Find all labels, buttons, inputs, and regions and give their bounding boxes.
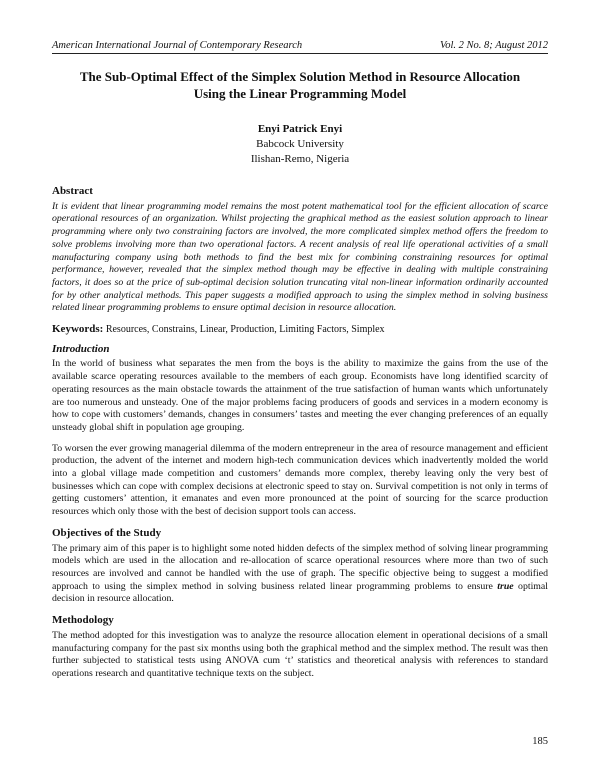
introduction-paragraph-2: To worsen the ever growing managerial dilemma of the modern entrepreneur in the area of resource management and efficient production, the advent of the internet and modern high-tech communication devices which inadvertently molded the world into a global village made competition and customers’ demands more complex, thereby leaving only the very best of businesses which can cope with complex decisions at electronic speed to stay on. Survival competition is not only in terms of getting customers’ attention, it emanates and even more pronounced at the point of sourcing for the scarce production resources which only those with the best of decision support tools can access. xyxy=(52,442,548,518)
keywords-label: Keywords: xyxy=(52,323,104,336)
keywords-text: Resources, Constrains, Linear, Production, Limiting Factors, Simplex xyxy=(105,324,385,336)
author-block xyxy=(52,122,548,167)
introduction-paragraph-1: In the world of business what separates the men from the boys is the ability to maximize the gains from the use of the available scarce operating resources available to the members of each group. Economists have long identified scarcity of operating resources as the main obstacle towards the attainment of the true satisfaction of human wants which unfortunately are too numerous and unsteady. One of the major problems facing producers of goods and services in a modern economy is how to cope with customers’ demands, changes in consumers’ tastes and meeting the ever changing preferences of an equally unsteady global shift in population age grouping. xyxy=(52,358,548,433)
author-affiliation: Babcock University xyxy=(256,138,344,150)
title-line-2: Using the Linear Programming Model xyxy=(193,86,407,101)
author-name: Enyi Patrick Enyi xyxy=(257,123,343,135)
volume-info: Vol. 2 No. 8; August 2012 xyxy=(439,40,548,51)
abstract-heading: Abstract xyxy=(52,185,93,197)
objectives-paragraph xyxy=(52,543,548,607)
author-location: Ilishan-Remo, Nigeria xyxy=(250,153,350,165)
objectives-heading: Objectives of the Study xyxy=(52,526,162,539)
methodology-paragraph: The method adopted for this investigation was to analyze the resource allocation element in operational decisions of a small manufacturing company for the past six months using both the graphical method and the simplex method. The result was then further subjected to statistical tests using ANOVA cum ‘t’ statistics and theoretical analysis with references to standard operations research and quantitative technique texts on the subject. xyxy=(52,629,548,679)
introduction-heading: Introduction xyxy=(52,342,110,355)
journal-name: American International Journal of Contemporary Research xyxy=(52,40,303,51)
objectives-text-2: optimal decision in resource allocation. xyxy=(52,580,548,605)
running-header xyxy=(52,39,548,53)
objectives-emphasis: true xyxy=(497,580,514,592)
paper-body xyxy=(52,185,548,689)
page-number: 185 xyxy=(532,736,548,747)
title-line-1: The Sub-Optimal Effect of the Simplex Solution Method in Resource Allocation xyxy=(79,69,521,84)
paper-title xyxy=(52,68,548,102)
methodology-heading: Methodology xyxy=(52,614,114,627)
abstract-text: It is evident that linear programming model remains the most potent mathematical tool for the efficient allocation of scarce operational resources of an organization. Whilst projecting the graphical method as the easiest solution approach to linear programming where only two constraining factors are involved, the more complicated simplex method offers the freedom to solve problems involving more than two operational factors. A recent analysis of real life operational activities of a small manufacturing company using both methods to find the best mix for combining constraining resources for optimal performance, however, revealed that the simplex method though may be effective in dealing with multiple constraining factors, it does so at the price of sub-optimal decision solution truncating vital non-linear information ordinarily accounted for by other analytical methods. This paper suggests a modified approach to using the simplex method in solving business related linear programming problems to ensure optimal decision in resource allocation. xyxy=(52,200,548,314)
objectives-text-1: The primary aim of this paper is to highlight some noted hidden defects of the simplex method of solving linear programming models which are used in the allocation and re-allocation of scarce operational resources where more than two of such resources are involved and cannot be handled with the use of graph. The specific objective being to suggest a modified approach to using the simplex method in solving business related linear programming problems to ensure xyxy=(52,542,548,592)
keywords-line xyxy=(52,323,548,337)
header-rule xyxy=(52,53,548,54)
